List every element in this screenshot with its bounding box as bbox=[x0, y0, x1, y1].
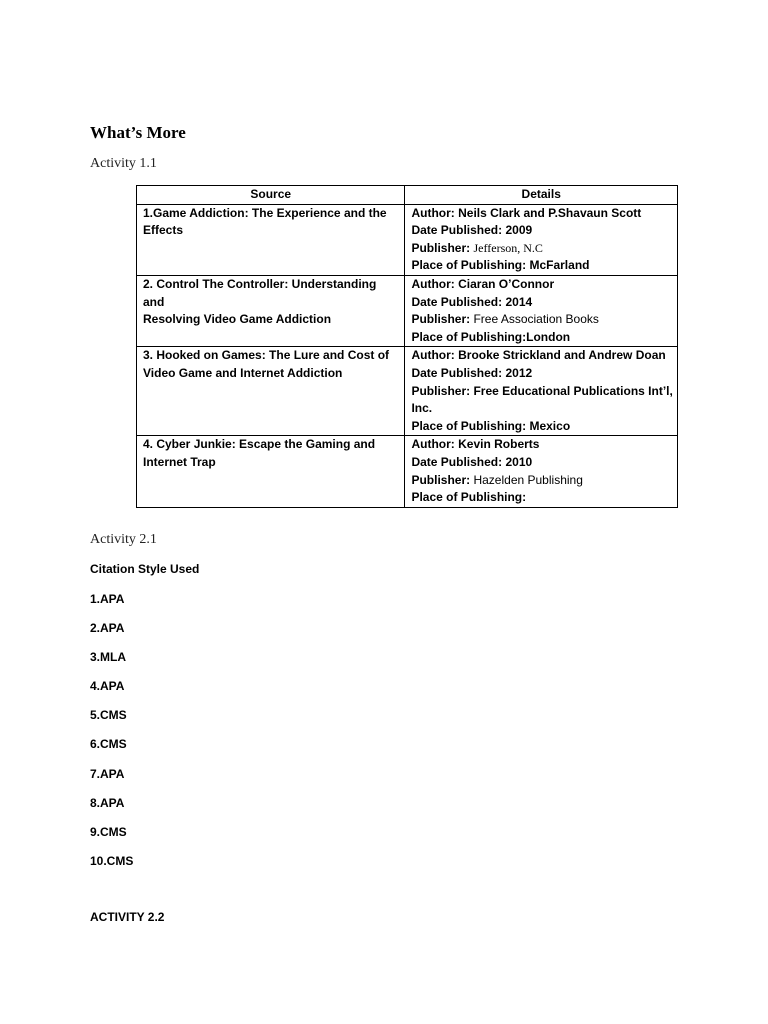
publisher-label: Publisher: bbox=[411, 312, 474, 327]
citation-style-label: Citation Style Used bbox=[90, 562, 200, 576]
publisher-value: Free Educational Publications Int’l, Inc. bbox=[411, 383, 673, 416]
date-published-line: Date Published: 2012 bbox=[411, 365, 533, 380]
details-cell bbox=[405, 347, 678, 436]
list-item: 10.CMS bbox=[90, 853, 134, 868]
page-title: What’s More bbox=[90, 123, 186, 142]
activity-2-2-heading: ACTIVITY 2.2 bbox=[90, 910, 165, 924]
publisher-value: Hazelden Publishing bbox=[473, 472, 583, 487]
publisher-value: Jefferson, N.C bbox=[473, 240, 543, 255]
table-row bbox=[137, 436, 678, 507]
source-cell bbox=[137, 204, 405, 275]
author-line: Author: Ciaran O’Connor bbox=[411, 276, 555, 291]
source-title-line: Video Game and Internet Addiction bbox=[143, 365, 343, 380]
table-row bbox=[137, 275, 678, 346]
date-published-line: Date Published: 2010 bbox=[411, 454, 533, 469]
publisher-label: Publisher: bbox=[411, 472, 474, 487]
date-published-line: Date Published: 2009 bbox=[411, 223, 533, 238]
author-line: Author: Neils Clark and P.Shavaun Scott bbox=[411, 205, 642, 220]
table-row bbox=[137, 347, 678, 436]
place-of-publishing-line: Place of Publishing: bbox=[411, 490, 527, 505]
list-item: 5.CMS bbox=[90, 708, 127, 723]
header-source: Source bbox=[137, 186, 405, 205]
source-title-line: 4. Cyber Junkie: Escape the Gaming and bbox=[143, 437, 376, 452]
source-cell bbox=[137, 436, 405, 507]
publisher-value: Free Association Books bbox=[473, 312, 599, 327]
sources-table bbox=[136, 185, 678, 508]
place-of-publishing-line: Place of Publishing: Mexico bbox=[411, 418, 571, 433]
publisher-line bbox=[411, 240, 673, 258]
source-title-line: 3. Hooked on Games: The Lure and Cost of bbox=[143, 348, 390, 363]
source-title-line: Internet Trap bbox=[143, 454, 216, 469]
list-item: 4.APA bbox=[90, 679, 125, 694]
table-header-row bbox=[137, 186, 678, 205]
publisher-line bbox=[411, 472, 673, 490]
activity-2-1-heading: Activity 2.1 bbox=[90, 532, 157, 547]
author-line: Author: Kevin Roberts bbox=[411, 437, 540, 452]
list-item: 8.APA bbox=[90, 795, 125, 810]
publisher-line bbox=[411, 383, 673, 418]
details-cell bbox=[405, 436, 678, 507]
publisher-label: Publisher: bbox=[411, 383, 474, 398]
source-title-line: Resolving Video Game Addiction bbox=[143, 312, 332, 327]
details-cell bbox=[405, 204, 678, 275]
list-item: 3.MLA bbox=[90, 650, 126, 665]
activity-1-1-heading: Activity 1.1 bbox=[90, 156, 157, 171]
source-cell bbox=[137, 347, 405, 436]
table-row bbox=[137, 204, 678, 275]
list-item: 2.APA bbox=[90, 621, 125, 636]
place-of-publishing-line: Place of Publishing:London bbox=[411, 329, 571, 344]
publisher-label: Publisher: bbox=[411, 240, 474, 255]
publisher-line bbox=[411, 311, 673, 329]
citation-list bbox=[90, 591, 133, 882]
author-line: Author: Brooke Strickland and Andrew Doan bbox=[411, 348, 666, 363]
source-title-line: 1.Game Addiction: The Experience and the bbox=[143, 205, 387, 220]
date-published-line: Date Published: 2014 bbox=[411, 294, 533, 309]
details-cell bbox=[405, 275, 678, 346]
list-item: 7.APA bbox=[90, 766, 125, 781]
list-item: 6.CMS bbox=[90, 737, 127, 752]
list-item: 9.CMS bbox=[90, 824, 127, 839]
source-title-line: 2. Control The Controller: Understanding and bbox=[143, 276, 377, 309]
source-cell bbox=[137, 275, 405, 346]
source-title-line: Effects bbox=[143, 223, 184, 238]
place-of-publishing-line: Place of Publishing: McFarland bbox=[411, 258, 590, 273]
list-item: 1.APA bbox=[90, 592, 125, 606]
header-details: Details bbox=[405, 186, 678, 205]
